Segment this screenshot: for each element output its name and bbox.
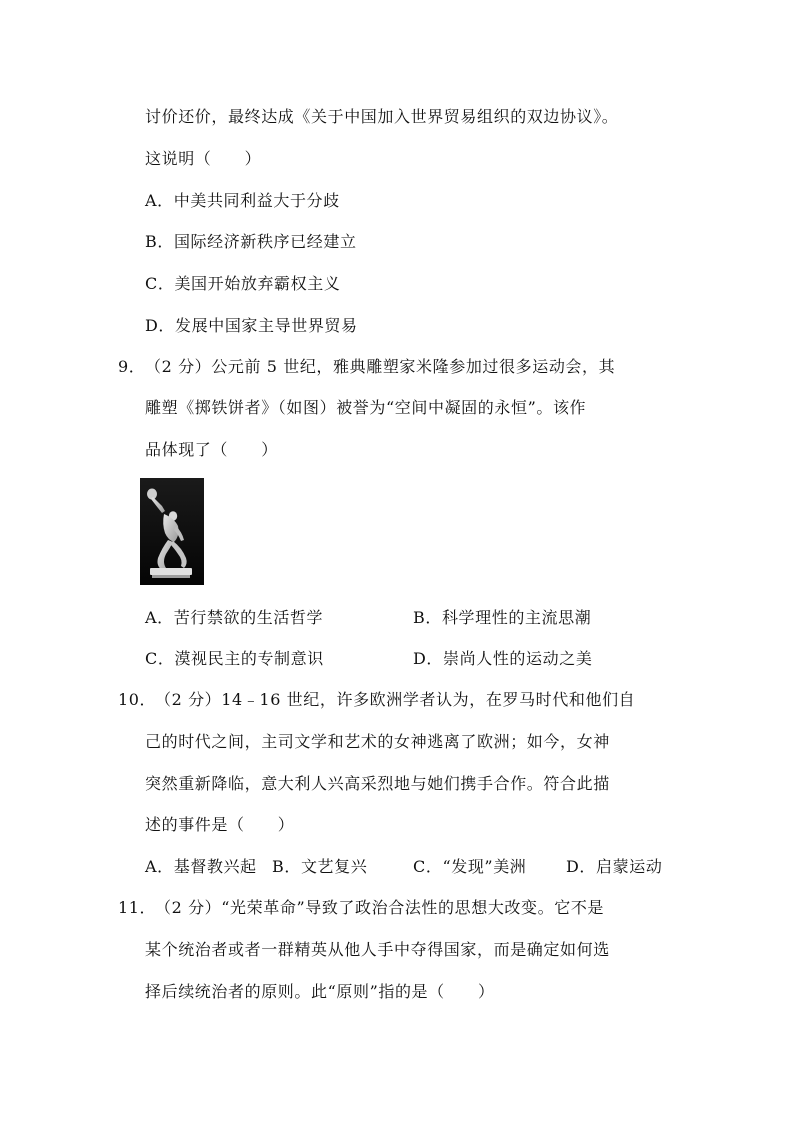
q10-option-c[interactable]: C．“发现”美洲 — [413, 857, 527, 876]
q11-text-line: （2 分）“光荣革命”导致了政治合法性的思想大改变。它不是 — [155, 898, 605, 917]
q9-number: 9． — [118, 357, 146, 376]
q10-text-line: （2 分）14﹣16 世纪，许多欧洲学者认为，在罗马时代和他们自 — [155, 690, 636, 709]
q8-text-line: 讨价还价，最终达成《关于中国加入世界贸易组织的双边协议》。 — [145, 107, 619, 126]
q8-option-b[interactable]: B．国际经济新秩序已经建立 — [145, 232, 357, 251]
q8-option-a[interactable]: A．中美共同利益大于分歧 — [145, 191, 340, 210]
discobolus-statue-image — [140, 478, 204, 585]
q10-number: 10． — [118, 690, 157, 709]
q11-text-line: 某个统治者或者一群精英从他人手中夺得国家，而是确定如何选 — [145, 940, 610, 959]
q8-text-line: 这说明（ ） — [145, 149, 262, 168]
q11-text-line: 择后续统治者的原则。此“原则”指的是（ ） — [145, 982, 495, 1001]
q10-text-line: 述的事件是（ ） — [145, 815, 295, 834]
q10-option-d[interactable]: D．启蒙运动 — [566, 857, 663, 876]
q9-text-line: （2 分）公元前 5 世纪，雅典雕塑家米隆参加过很多运动会，其 — [145, 357, 616, 376]
q9-text-line: 雕塑《掷铁饼者》（如图）被誉为“空间中凝固的永恒”。该作 — [145, 398, 587, 417]
q9-option-d[interactable]: D．崇尚人性的运动之美 — [413, 649, 593, 668]
q10-option-a[interactable]: A．基督教兴起 — [145, 857, 257, 876]
q8-option-d[interactable]: D．发展中国家主导世界贸易 — [145, 316, 358, 335]
q9-option-c[interactable]: C．漠视民主的专制意识 — [145, 649, 324, 668]
q10-text-line: 己的时代之间，主司文学和艺术的女神逃离了欧洲；如今，女神 — [145, 732, 610, 751]
q10-text-line: 突然重新降临，意大利人兴高采烈地与她们携手合作。符合此描 — [145, 774, 610, 793]
q8-option-c[interactable]: C．美国开始放弃霸权主义 — [145, 274, 341, 293]
statue-illustration — [140, 478, 204, 585]
q9-option-b[interactable]: B．科学理性的主流思潮 — [413, 608, 592, 627]
q10-option-b[interactable]: B．文艺复兴 — [272, 857, 368, 876]
q11-number: 11． — [118, 898, 157, 917]
q9-option-a[interactable]: A．苦行禁欲的生活哲学 — [145, 608, 324, 627]
q9-text-line: 品体现了（ ） — [145, 440, 278, 459]
